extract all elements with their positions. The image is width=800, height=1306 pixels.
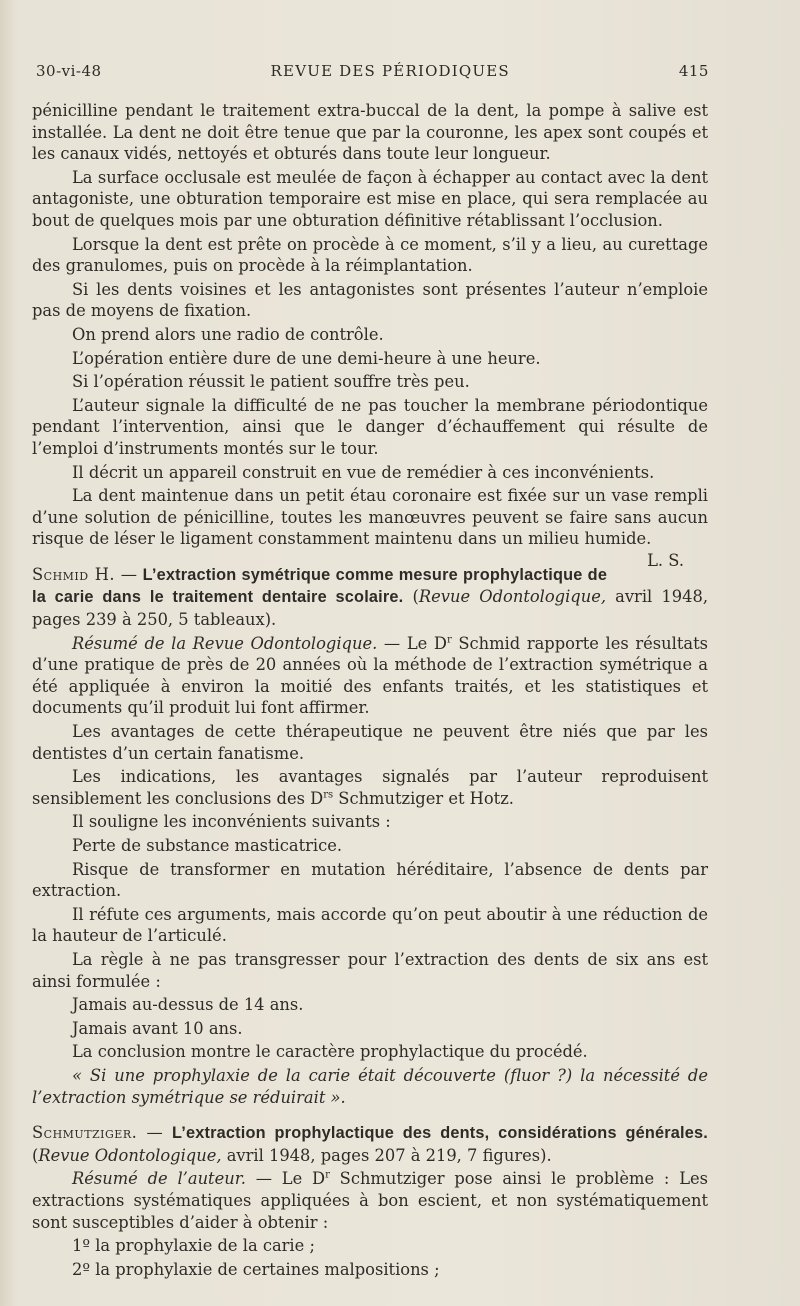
paragraph: La conclusion montre le caractère prophylactique du procédé. [72, 1042, 588, 1062]
paragraph [32, 1168, 708, 1233]
paragraph: Si l’opération réussit le patient souffre très peu. [72, 372, 470, 392]
paragraph: La surface occlusale est meulée de façon à échapper au contact avec la dent antagoniste, une obturation temporaire est mise en place, qui sera remplacée au bout de quelques mois par une obturation définitive rétablissant l’occlusion. [32, 167, 708, 230]
paragraph [32, 766, 708, 809]
entry-heading [32, 564, 708, 631]
entry-source-open: ( [32, 1145, 39, 1165]
summary-text: — Le D [245, 1169, 326, 1189]
entry-title: L’extraction symétrique comme mesure prophylactique de la carie dans le traitement dentaire scolaire. [32, 565, 608, 607]
paragraph [32, 485, 708, 570]
entry-dash: — [137, 1123, 172, 1143]
entry-source: avril 1948, pages 207 à 219, 7 figures). [221, 1145, 552, 1165]
entry-author: Schmutziger. [32, 1123, 138, 1143]
summary-text: — Le D [377, 633, 447, 653]
paragraph-text: Les indications, les avantages signalés par l’auteur reproduisent sensiblement les conclusions des D [32, 767, 708, 808]
entry-heading [32, 1122, 708, 1166]
paragraph-text: Schmutziger et Hotz. [333, 788, 514, 808]
header-date: 30-vi-48 [36, 62, 102, 80]
paragraph: Si les dents voisines et les antagonistes sont présentes l’auteur n’emploie pas de moyens de fixation. [32, 279, 708, 321]
paragraph: On prend alors une radio de contrôle. [72, 324, 384, 344]
paragraph: L’opération entière dure de une demi-heure à une heure. [72, 348, 541, 368]
superscript: r [325, 1169, 330, 1181]
summary-label: Résumé de la Revue Odontologique. [72, 633, 378, 653]
header-title: REVUE DES PÉRIODIQUES [270, 62, 510, 80]
paragraph: pénicilline pendant le traitement extra-buccal de la dent, la pompe à salive est installée. La dent ne doit être tenue que par la couronne, les apex sont coupés et les canaux vidés, nettoyés et obturés dans toute leur longueur. [32, 101, 708, 164]
paragraph: La règle à ne pas transgresser pour l’extraction des dents de six ans est ainsi formulée : [32, 949, 708, 991]
superscript: r [446, 634, 452, 646]
entry-source-open: ( [403, 587, 419, 607]
page-number: 415 [678, 62, 709, 80]
paragraph: L’auteur signale la difficulté de ne pas toucher la membrane périodontique pendant l’intervention, ainsi que le danger d’échauffement qui résulte de l’emploi d’instruments montés sur le tour. [32, 395, 708, 458]
paragraph-text: La dent maintenue dans un petit étau coronaire est fixée sur un vase rempli d’une solution de pénicilline, toutes les manœuvres peuvent se faire sans aucun risque de léser le ligament constamment maintenu dans un milieu humide. [32, 486, 708, 549]
paragraph: Risque de transformer en mutation héréditaire, l’absence de dents par extraction. [32, 859, 708, 901]
paragraph: Jamais avant 10 ans. [72, 1018, 243, 1038]
entry-journal: Revue Odontologique, [38, 1145, 222, 1165]
entry-dash: — [115, 564, 143, 584]
entry-author: Schmid H. [32, 564, 116, 584]
entry-source: avril 1948, pages 239 à 250, 5 tableaux). [32, 587, 708, 630]
quotation: « Si une prophylaxie de la carie était découverte (fluor ?) la nécessité de l’extraction symétrique se réduirait ». [32, 1065, 708, 1107]
signature-initials: L. S. [647, 550, 684, 570]
summary-text: Schmutziger pose ainsi le problème : Les extractions systématiques appliquées à bon escient, et non systématiquement sont susceptibles d’aider à obtenir : [32, 1169, 709, 1232]
paragraph: Il décrit un appareil construit en vue de remédier à ces inconvénients. [72, 462, 655, 482]
paragraph: Perte de substance masticatrice. [72, 836, 343, 855]
summary-label: Résumé de l’auteur. [72, 1169, 246, 1189]
paragraph: Lorsque la dent est prête on procède à ce moment, s’il y a lieu, au curettage des granulomes, puis on procède à la réimplantation. [32, 234, 708, 276]
paragraph: Il souligne les inconvénients suivants : [72, 812, 391, 832]
summary-text: Schmid rapporte les résultats d’une pratique de près de 20 années où la méthode de l’extraction symétrique a été appliquée à environ la moitié des enfants traités, et les statistiques et documents qu’il produit lui font affirmer. [32, 633, 708, 718]
entry-journal: Revue Odontologique, [418, 587, 607, 607]
paragraph: 2º la prophylaxie de certaines malpositions ; [72, 1259, 440, 1279]
paragraph: 1º la prophylaxie de la carie ; [72, 1236, 315, 1256]
paragraph: Les avantages de cette thérapeutique ne peuvent être niés que par les dentistes d’un certain fanatisme. [32, 722, 708, 763]
paragraph: Jamais au-dessus de 14 ans. [72, 995, 304, 1015]
paragraph [32, 633, 708, 719]
article-body [32, 100, 708, 1282]
superscript: rs [323, 789, 334, 801]
paragraph: Il réfute ces arguments, mais accorde qu’on peut aboutir à une réduction de la hauteur de l’articulé. [32, 904, 708, 946]
entry-title: L’extraction prophylactique des dents, considérations générales. [172, 1124, 708, 1143]
running-header [36, 62, 709, 80]
